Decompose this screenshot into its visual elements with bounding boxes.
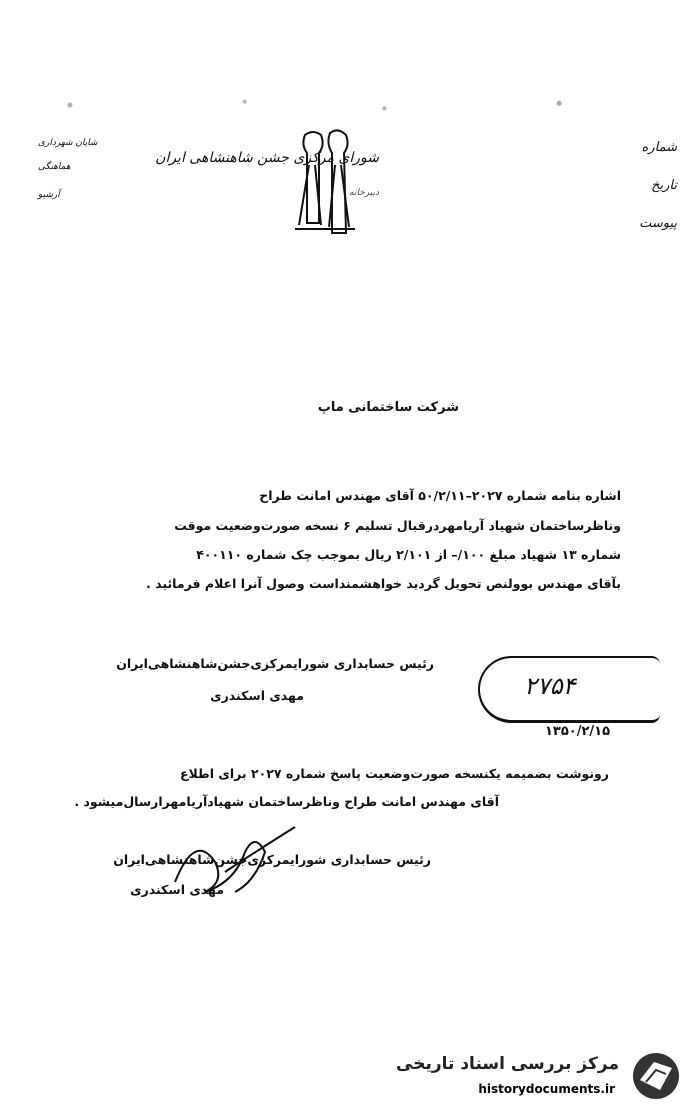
copy-line: رونوشت بضمیمه یکنسخه صورت‌وضعیت پاسخ شماره ۲۰۲۷ برای اطلاع [179,766,609,781]
watermark-text: مرکز بررسی اسناد تاریخی [396,1054,619,1074]
body-line: اشاره بنامه شماره ۲۰۲۷–۵۰/۲/۱۱ آقای مهندس امانت طراح [259,488,621,503]
signature-title-2: رئیس حسابداری شورایمرکزی‌جشن‌شاهنشاهی‌ایران [113,852,431,867]
letterhead-emblem [275,125,367,245]
stamp-date: ۱۳۵۰/۲/۱۵ [545,724,611,739]
body-line: وناظرساختمان شهیاد آریامهردرقبال تسلیم ۶ نسخه صورت‌وضعیت موقت [174,518,621,533]
attachment-label: پیوست [639,216,677,231]
recipient: شرکت ساختمانی ماپ [317,400,459,415]
signature-title: رئیس حسابداری شورایمرکزی‌جشن‌شاهنشاهی‌ایران [116,656,434,671]
left-note: شایان شهرداری [38,138,98,148]
number-label: شماره [641,140,677,155]
watermark-url: historydocuments.ir [478,1082,615,1096]
watermark-logo-icon [628,1050,686,1102]
signature-name-2: مهدی اسکندری [130,882,224,897]
date-label: تاریخ [651,178,677,193]
left-note: آرشیو [38,190,60,200]
copy-line: آقای مهندس امانت طراح وناظرساختمان شهیادآریامهرارسال‌میشود . [74,794,499,809]
left-note: هماهنگی [38,162,71,172]
stamp-number: ۲۷۵۴ [524,672,576,700]
body-line: شماره ۱۳ شهیاد مبلغ ۱۰۰/– از ۲/۱۰۱ ریال بموجب چک شماره ۴۰۰۱۱۰ [196,547,621,562]
scan-noise [0,88,699,122]
signature-name: مهدی اسکندری [210,688,304,703]
body-line: بآقای مهندس بوولنص تحویل گردید خواهشمنداست وصول آنرا اعلام فرمائید . [146,576,621,591]
letterhead-title: شورای مرکزی جشن شاهنشاهی ایران [155,150,379,166]
letterhead-subtitle: دبیرخانه [349,188,379,198]
